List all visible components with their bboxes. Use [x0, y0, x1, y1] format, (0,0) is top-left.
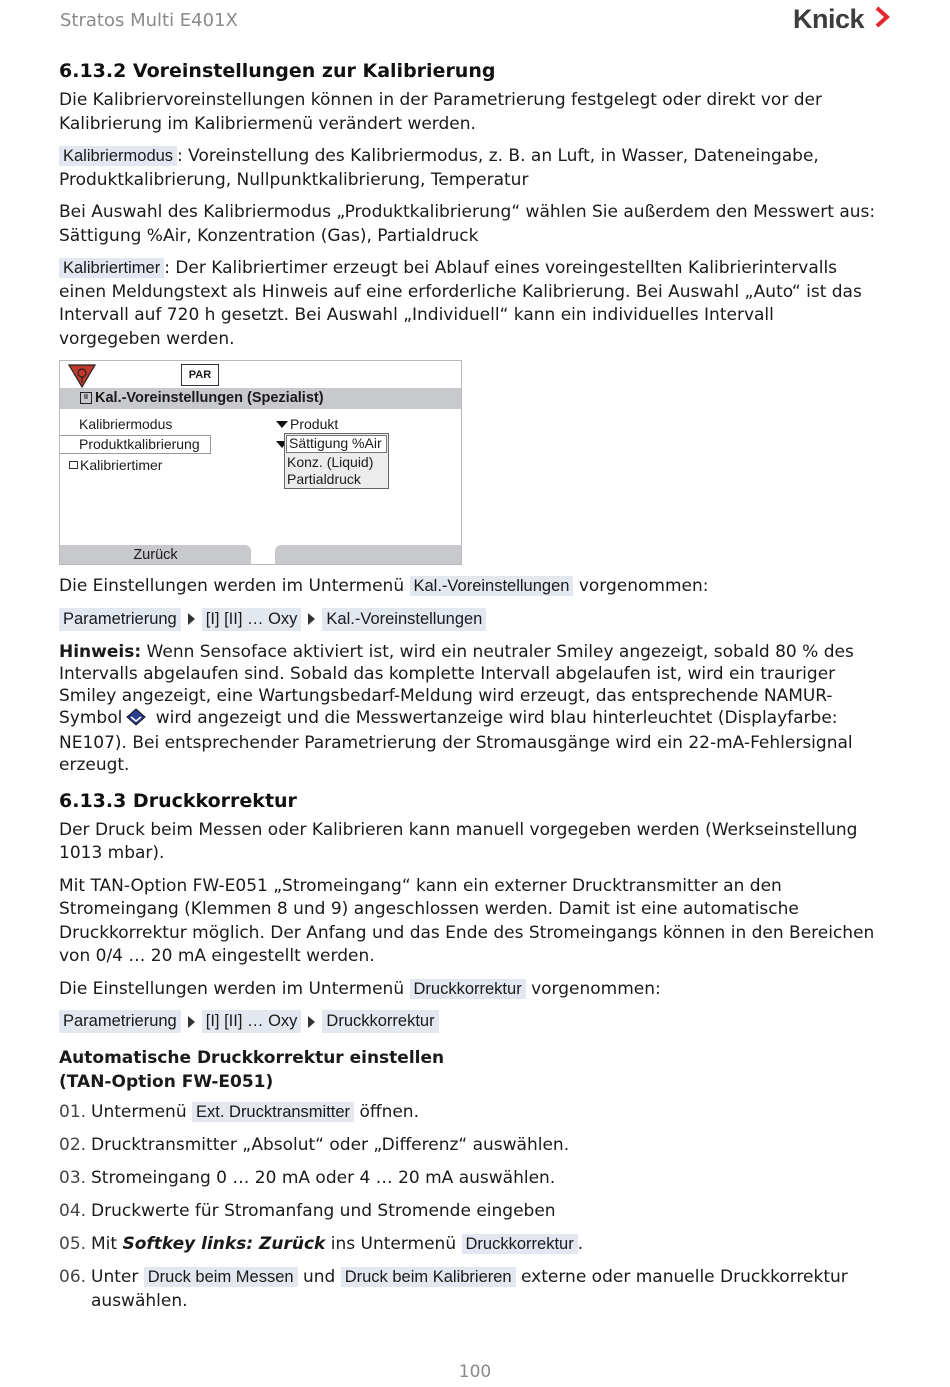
- text: und: [297, 1267, 341, 1287]
- step-text: Druckwerte für Stromanfang und Stromende eingeben: [91, 1201, 556, 1221]
- paragraph-pressure-transmitter: Mit TAN-Option FW-E051 „Stromeingang“ kann ein externer Drucktransmitter an den Stromeingang (Klemmen 8 und 9) angeschlossen werden. Damit ist eine automatische Druckkorrektur möglich. Der Anfang und das Ende des Stromeingangs können in den Bereichen von 0/4 … 20 mA eingestellt werden.: [59, 875, 875, 966]
- subheading-auto-pressure: [59, 1047, 879, 1094]
- paragraph-note: [59, 641, 879, 776]
- text: Untermenü: [91, 1102, 193, 1122]
- text: : Der Kalibriertimer erzeugt bei Ablauf eines voreingestellten Kalibrierintervalls einen Meldungstext als Hinweis auf eine erforderliche Kalibrierung. Bei Auswahl „Auto“ ist das Intervall auf 720 h gesetzt. Bei Auswahl „Individuell“ kann ein individuelles Intervall vorgegeben werden.: [59, 258, 862, 349]
- path-arrow-icon: [308, 613, 315, 625]
- text: öffnen.: [354, 1102, 419, 1122]
- keyword-kalibriertimer: Kalibriertimer: [59, 258, 164, 278]
- option-partialdruck[interactable]: Partialdruck: [287, 471, 361, 487]
- dropdown-arrow-icon: [276, 421, 288, 428]
- text: ins Untermenü: [325, 1234, 462, 1254]
- display-title-bar: [60, 388, 461, 409]
- step-item: [59, 1199, 879, 1223]
- paragraph-product-calibration: Bei Auswahl des Kalibriermodus „Produktkalibrierung“ wählen Sie außerdem den Messwert aus: Sättigung %Air, Konzentration (Gas), Partialdruck: [59, 202, 876, 246]
- display-title: Kal.-Voreinstellungen (Spezialist): [95, 390, 324, 406]
- step-number: 03.: [59, 1168, 87, 1188]
- page-number: 100: [458, 1362, 492, 1382]
- subheading-line-2: (TAN-Option FW-E051): [59, 1071, 274, 1092]
- step-item: [59, 1133, 879, 1157]
- keyword-druckkorrektur: Druckkorrektur: [462, 1234, 578, 1254]
- section-title-pressure-correction: 6.13.3 Druckkorrektur: [59, 789, 297, 812]
- menu-path-kal: [59, 608, 879, 631]
- keyword-kal-voreinstellungen: Kal.-Voreinstellungen: [410, 576, 574, 596]
- text: Die Einstellungen werden im Untermenü: [59, 576, 410, 596]
- text: Die Einstellungen werden im Untermenü: [59, 978, 410, 999]
- softkey-left-back[interactable]: Zurück: [60, 545, 251, 564]
- keyword-druckkorrektur: Druckkorrektur: [410, 979, 526, 999]
- paragraph-calibration-mode: [59, 145, 879, 192]
- menu-item-produktkalibrierung[interactable]: Produktkalibrierung: [79, 436, 200, 452]
- step-number: 02.: [59, 1135, 87, 1155]
- text: Wenn Sensoface aktiviert ist, wird ein neutraler Smiley angezeigt, sobald 80 % des Intervalls abgelaufen sind. Sobald das komplette Intervall abgelaufen ist, wird ein trauriger Smiley angezeigt, eine Wartungsbedarf-Meldung wird erzeugt, das entsprechende NAMUR-Symbol: [59, 641, 854, 728]
- softkey-right[interactable]: [275, 545, 461, 564]
- header-product-name: Stratos Multi E401X: [60, 10, 238, 31]
- option-konz-liquid[interactable]: Konz. (Liquid): [287, 453, 374, 470]
- menu-path-druck: [59, 1010, 879, 1033]
- step-text: [91, 1265, 879, 1313]
- menu-item-kalibriertimer[interactable]: [69, 457, 162, 473]
- steps-list: [59, 1100, 879, 1313]
- text: Mit: [91, 1234, 123, 1254]
- path-arrow-icon: [308, 1016, 315, 1028]
- paragraph-calibration-timer: [59, 257, 879, 351]
- path-step-druckkorrektur: Druckkorrektur: [322, 1010, 438, 1033]
- softkey-reference: Softkey links: Zurück: [122, 1234, 326, 1254]
- paragraph-submenu-druck: [59, 978, 879, 1002]
- paragraph-pressure-manual: Der Druck beim Messen oder Kalibrieren kann manuell vorgegeben werden (Werkseinstellung 1013 mbar).: [59, 819, 858, 863]
- dropdown-value: Produkt: [290, 416, 339, 432]
- path-arrow-icon: [188, 613, 195, 625]
- step-item: [59, 1232, 879, 1256]
- dropdown-options-list: [284, 433, 389, 489]
- section-title-calibration-presets: 6.13.2 Voreinstellungen zur Kalibrierung: [59, 60, 496, 82]
- step-number: 06.: [59, 1267, 87, 1287]
- text: : Voreinstellung des Kalibriermodus, z. B. an Luft, in Wasser, Dateneingabe, Produktkalibrierung, Nullpunktkalibrierung, Temperatur: [59, 146, 819, 190]
- brand-logo: [793, 4, 890, 35]
- step-number: 04.: [59, 1201, 87, 1221]
- path-step-channel: [I] [II] … Oxy: [202, 1010, 302, 1033]
- path-step-channel: [I] [II] … Oxy: [202, 608, 302, 631]
- paragraph-intro: Die Kalibriervoreinstellungen können in der Parametrierung festgelegt oder direkt vor der Kalibrierung im Kalibriermenü verändert werden.: [59, 90, 822, 134]
- step-item: [59, 1100, 879, 1124]
- text: vorgenommen:: [573, 576, 709, 596]
- text: vorgenommen:: [525, 978, 661, 999]
- step-item: [59, 1166, 879, 1190]
- path-step-parametrierung: Parametrierung: [59, 1010, 181, 1033]
- step-number: 01.: [59, 1102, 87, 1122]
- logo-text: Knick: [792, 4, 864, 34]
- step-item: [59, 1265, 879, 1313]
- keyword-druck-beim-kalibrieren: Druck beim Kalibrieren: [341, 1267, 516, 1287]
- paragraph-submenu-kal: [59, 575, 879, 599]
- text: wird angezeigt und die Messwertanzeige wird blau hinterleuchtet (Displayfarbe: NE107). Bei entsprechender Parametrierung der Stromausgänge wird ein 22-mA-Fehlersignal erzeugt.: [59, 707, 853, 775]
- keyword-kalibriermodus: Kalibriermodus: [59, 146, 177, 166]
- sensoface-warning-icon: [68, 364, 96, 391]
- text: Unter: [91, 1267, 144, 1287]
- keyword-druck-beim-messen: Druck beim Messen: [144, 1267, 298, 1287]
- channel-ii-icon: II: [80, 392, 92, 404]
- keyword-ext-drucktransmitter: Ext. Drucktransmitter: [192, 1102, 354, 1122]
- chevron-right-icon: [874, 6, 890, 33]
- dropdown-kalibriermodus[interactable]: [276, 416, 338, 432]
- option-saettigung-air[interactable]: Sättigung %Air: [286, 435, 387, 453]
- subheading-line-1: Automatische Druckkorrektur einstellen: [59, 1048, 445, 1068]
- menu-item-kalibriermodus[interactable]: Kalibriermodus: [79, 416, 173, 432]
- text: .: [577, 1234, 584, 1254]
- step-text: [91, 1232, 583, 1256]
- step-text: Stromeingang 0 … 20 mA oder 4 … 20 mA auswählen.: [91, 1168, 556, 1188]
- page-content: [59, 60, 879, 1322]
- menu-item-label: Kalibriertimer: [80, 457, 163, 473]
- path-arrow-icon: [188, 1016, 195, 1028]
- path-step-parametrierung: Parametrierung: [59, 608, 181, 631]
- collapsed-box-icon: [69, 461, 78, 469]
- path-step-kal-voreinstellungen: Kal.-Voreinstellungen: [322, 608, 486, 631]
- namur-maintenance-icon: [126, 708, 146, 732]
- device-display-screenshot: [59, 360, 462, 565]
- note-label: Hinweis:: [59, 641, 142, 662]
- step-text: [91, 1100, 419, 1124]
- step-number: 05.: [59, 1234, 87, 1254]
- par-badge: PAR: [181, 364, 219, 386]
- text: externe oder manuelle Druckkorrektur auswählen.: [91, 1267, 848, 1311]
- step-text: Drucktransmitter „Absolut“ oder „Differenz“ auswählen.: [91, 1135, 570, 1155]
